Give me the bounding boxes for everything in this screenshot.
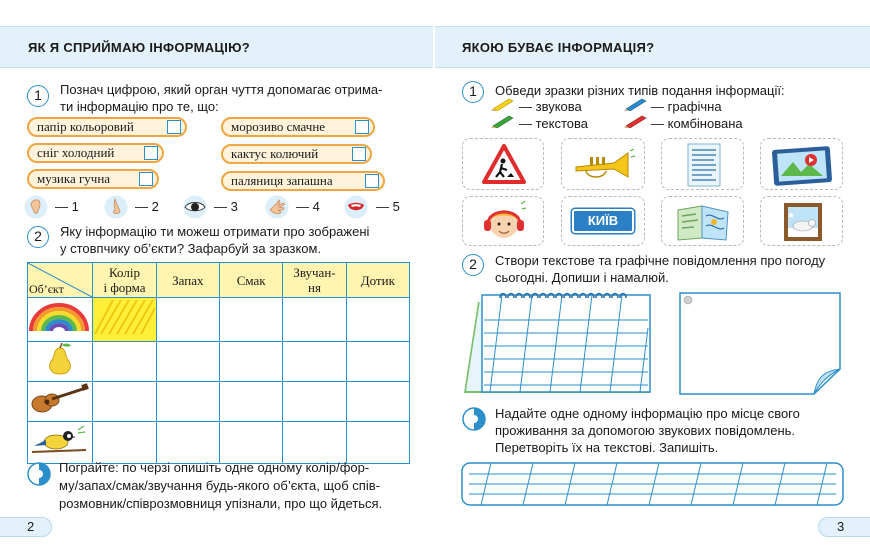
notepad-text-area[interactable]: [462, 290, 652, 395]
drawing-area[interactable]: [678, 291, 843, 396]
game-line1: Пограйте: по черзі опишіть одне одному колір/фор-: [59, 460, 370, 475]
right-task2-line2: сьогодні. Допиши і намалюй.: [495, 270, 669, 285]
kyiv-sign: КИЇВ: [572, 209, 634, 233]
table-cell[interactable]: [219, 298, 282, 342]
senses-table: [27, 262, 410, 464]
table-cell[interactable]: [93, 422, 156, 464]
table-cell[interactable]: [219, 422, 282, 464]
header-line: Дотик: [360, 272, 395, 288]
pill-label: музика гучна: [37, 171, 111, 186]
table-cell[interactable]: [156, 298, 219, 342]
card-headphones-boy[interactable]: [462, 196, 544, 246]
table-cell[interactable]: [93, 342, 156, 382]
page-number-left: 2: [0, 517, 52, 537]
game-line3: розмовник/співрозмовниця упізнали, про що йдеться.: [59, 496, 383, 511]
card-roadworks[interactable]: [462, 138, 544, 190]
pill-loud-music: [27, 169, 159, 189]
roadworks-sign-icon: [482, 144, 526, 184]
pear-icon: [40, 342, 80, 376]
table-cell[interactable]: [283, 342, 346, 382]
table-cell[interactable]: [93, 382, 156, 422]
yellow-pencil-icon: [491, 97, 515, 111]
task-number: 2: [27, 226, 49, 248]
right-task1-instructions: Обведи зразки різних типів подання інформації:: [495, 83, 785, 98]
sense-label: — 2: [135, 199, 159, 214]
table-cell[interactable]: [283, 422, 346, 464]
answer-checkbox[interactable]: [355, 120, 369, 134]
rainbow-icon: [28, 299, 90, 335]
ear-icon: [24, 195, 48, 219]
header-divider: [433, 26, 435, 68]
guitar-icon: [28, 382, 90, 416]
card-map-book[interactable]: [661, 196, 744, 246]
pill-cold-snow: [27, 143, 164, 163]
legend-combined: — комбінована: [651, 116, 743, 131]
red-pencil-icon: [624, 114, 648, 128]
object-cell-rainbow: [28, 298, 93, 342]
sense-label: — 3: [214, 199, 238, 214]
pill-label: папір кольоровий: [37, 119, 134, 134]
object-cell-guitar: [28, 382, 93, 422]
headphones-boy-icon: [481, 200, 527, 244]
game-instructions: [59, 459, 414, 513]
card-video-tablet[interactable]: [760, 138, 843, 190]
answer-checkbox[interactable]: [144, 146, 158, 160]
left-section-title: ЯК Я СПРИЙМАЮ ІНФОРМАЦІЮ?: [28, 40, 251, 55]
eye-icon: [183, 195, 207, 219]
card-text-document[interactable]: [661, 138, 744, 190]
task-number: 2: [462, 254, 484, 276]
nose-icon: [104, 195, 128, 219]
task1-line2: ти інформацію про те, що:: [60, 99, 219, 114]
page-number-right: 3: [818, 517, 870, 537]
right-task3-line3: Перетворіть їх на текстові. Запишіть.: [495, 440, 719, 455]
header-color-shape: [93, 263, 156, 298]
game-icon: [462, 407, 486, 431]
scribble-fill: [93, 298, 155, 336]
legend-graphic: — графічна: [651, 99, 722, 114]
pill-label: паляниця запашна: [231, 173, 333, 188]
card-polar-bear-picture[interactable]: [760, 196, 843, 246]
text-document-icon: [686, 142, 722, 188]
card-kyiv[interactable]: [561, 196, 645, 246]
pill-tasty-icecream: [221, 117, 375, 137]
task-number: 1: [27, 85, 49, 107]
table-cell[interactable]: [346, 342, 409, 382]
task2-line1: Яку інформацію ти можеш отримати про зображені: [60, 224, 370, 239]
polar-bear-picture-icon: [783, 202, 823, 242]
table-cell[interactable]: [156, 342, 219, 382]
answer-checkbox[interactable]: [167, 120, 181, 134]
green-pencil-icon: [491, 114, 515, 128]
task1-line1: Познач цифрою, який орган чуття допомагає отрима-: [60, 82, 383, 97]
pill-label: кактус колючий: [231, 146, 319, 161]
task2-line2: у стовпчику об’єкти? Зафарбуй за зразком.: [60, 241, 322, 256]
table-cell[interactable]: [346, 422, 409, 464]
table-cell[interactable]: [346, 382, 409, 422]
header-line: ня: [308, 280, 321, 295]
task1-instructions: [60, 81, 410, 115]
right-task3-line1: Надайте одне одному інформацію про місце свого: [495, 406, 800, 421]
pill-label: морозиво смачне: [231, 119, 326, 134]
right-task2-line1: Створи текстове та графічне повідомлення про погоду: [495, 253, 826, 268]
writing-field[interactable]: [461, 462, 844, 506]
bird-icon: [28, 422, 90, 458]
sample-filled-cell[interactable]: [93, 298, 156, 342]
object-cell-pear: [28, 342, 93, 382]
object-cell-bird: [28, 422, 93, 464]
pill-colored-paper: [27, 117, 187, 137]
map-book-icon: [674, 202, 732, 242]
table-cell[interactable]: [283, 382, 346, 422]
blue-pencil-icon: [624, 97, 648, 111]
table-cell[interactable]: [156, 382, 219, 422]
hand-icon: [265, 195, 289, 219]
trumpet-icon: [572, 147, 636, 183]
pill-prickly-cactus: [221, 144, 372, 164]
sense-label: — 5: [376, 199, 400, 214]
right-task3-line2: проживання за допомогою звукових повідомлень.: [495, 423, 796, 438]
game-icon: [27, 462, 51, 486]
header-line: Запах: [172, 272, 204, 288]
table-cell[interactable]: [346, 298, 409, 342]
legend-sound: — звукова: [519, 99, 582, 114]
header-touch: [346, 263, 409, 298]
right-section-title: ЯКОЮ БУВАЄ ІНФОРМАЦІЯ?: [462, 40, 655, 55]
answer-checkbox[interactable]: [139, 172, 153, 186]
answer-checkbox[interactable]: [352, 147, 366, 161]
right-task2-instructions: [495, 252, 850, 286]
task-number: 1: [462, 81, 484, 103]
video-tablet-icon: [771, 144, 835, 186]
object-header: Об’єкт: [29, 282, 64, 296]
header-line: Смак: [236, 272, 266, 288]
right-task3-instructions: [495, 405, 850, 456]
header-line: Звучан-: [293, 265, 336, 280]
object-header-cell: [28, 263, 93, 298]
sense-label: — 1: [55, 199, 79, 214]
pill-label: сніг холодний: [37, 145, 115, 160]
card-trumpet[interactable]: [561, 138, 645, 190]
table-cell[interactable]: [219, 342, 282, 382]
answer-checkbox[interactable]: [365, 174, 379, 188]
header-taste: [219, 263, 282, 298]
task2-instructions: [60, 223, 410, 257]
table-cell[interactable]: [283, 298, 346, 342]
legend-text: — текстова: [519, 116, 589, 131]
header-line: і форма: [103, 280, 146, 295]
header-sound: [283, 263, 346, 298]
mouth-icon: [344, 195, 368, 219]
table-cell[interactable]: [156, 422, 219, 464]
pill-fragrant-bread: [221, 171, 385, 191]
header-smell: [156, 263, 219, 298]
sense-label: — 4: [296, 199, 320, 214]
table-cell[interactable]: [219, 382, 282, 422]
header-line: Колір: [109, 265, 140, 280]
game-line2: му/запах/смак/звучання будь-якого об’єкта, щоб спів-: [59, 478, 380, 493]
